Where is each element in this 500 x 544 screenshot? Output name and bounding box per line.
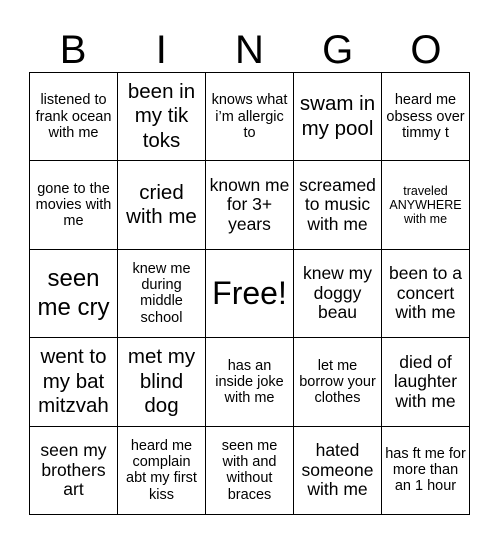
- bingo-cell[interactable]: swam in my pool: [294, 73, 382, 161]
- free-space-cell[interactable]: Free!: [206, 250, 294, 338]
- bingo-cell[interactable]: heard me obsess over timmy t: [382, 73, 470, 161]
- bingo-cell[interactable]: listened to frank ocean with me: [30, 73, 118, 161]
- title-letter-g: G: [322, 28, 354, 72]
- bingo-cell[interactable]: knew me during middle school: [118, 250, 206, 338]
- title-letter-n: N: [235, 28, 264, 72]
- bingo-cell[interactable]: let me borrow your clothes: [294, 338, 382, 426]
- bingo-cell[interactable]: gone to the movies with me: [30, 161, 118, 249]
- bingo-cell[interactable]: heard me complain abt my first kiss: [118, 427, 206, 515]
- bingo-cell[interactable]: went to my bat mitzvah: [30, 338, 118, 426]
- bingo-cell[interactable]: known me for 3+ years: [206, 161, 294, 249]
- bingo-board: [29, 72, 470, 515]
- bingo-cell[interactable]: screamed to music with me: [294, 161, 382, 249]
- bingo-cell[interactable]: knew my doggy beau: [294, 250, 382, 338]
- bingo-cell[interactable]: died of laughter with me: [382, 338, 470, 426]
- bingo-cell[interactable]: been to a concert with me: [382, 250, 470, 338]
- bingo-cell[interactable]: been in my tik toks: [118, 73, 206, 161]
- bingo-cell[interactable]: seen me with and without braces: [206, 427, 294, 515]
- bingo-cell[interactable]: met my blind dog: [118, 338, 206, 426]
- bingo-cell[interactable]: has ft me for more than an 1 hour: [382, 427, 470, 515]
- bingo-cell[interactable]: hated someone with me: [294, 427, 382, 515]
- bingo-cell[interactable]: traveled ANYWHERE with me: [382, 161, 470, 249]
- bingo-cell[interactable]: cried with me: [118, 161, 206, 249]
- bingo-cell[interactable]: seen me cry: [30, 250, 118, 338]
- bingo-cell[interactable]: seen my brothers art: [30, 427, 118, 515]
- title-letter-o: O: [410, 28, 442, 72]
- bingo-cell[interactable]: has an inside joke with me: [206, 338, 294, 426]
- bingo-title: [29, 28, 470, 72]
- title-letter-i: I: [155, 28, 167, 72]
- bingo-cell[interactable]: knows what i’m allergic to: [206, 73, 294, 161]
- title-letter-b: B: [59, 28, 87, 72]
